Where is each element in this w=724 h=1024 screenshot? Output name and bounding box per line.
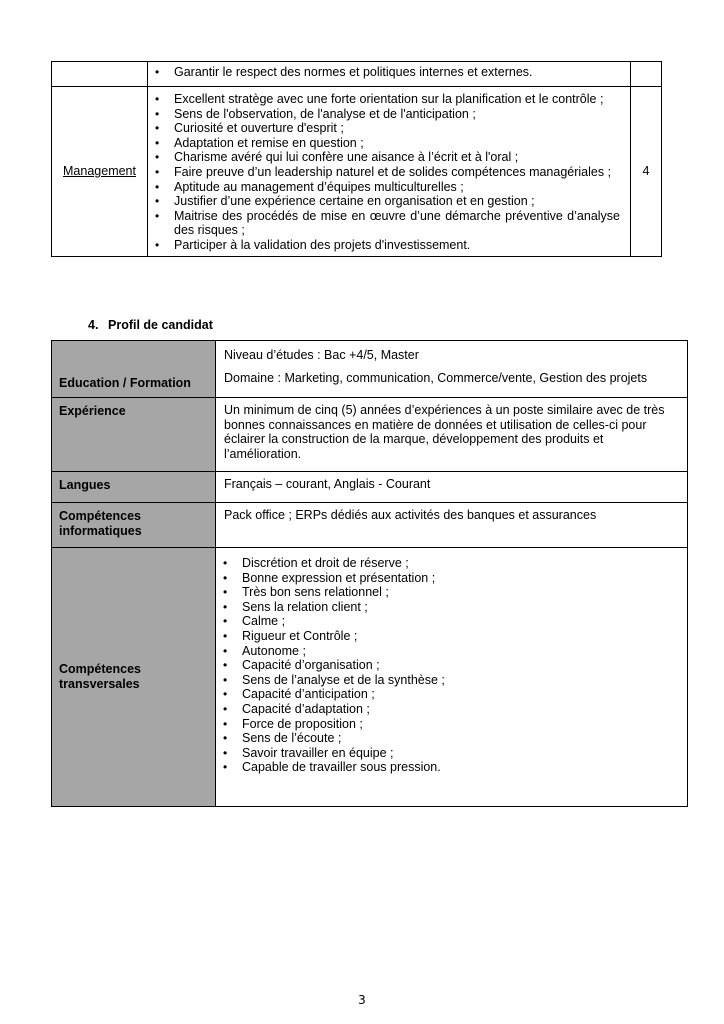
experience-value: Un minimum de cinq (5) années d’expériences à un poste similaire avec de très bonnes connaissances en matière de données et utilisation de celles-ci pour éclairer la construction de la marque, développement des produits et l’amélioration. <box>216 398 688 472</box>
education-level: Niveau d’études : Bac +4/5, Master <box>224 348 419 362</box>
list-item: • Capable de travailler sous pression. <box>216 760 679 775</box>
table-row <box>52 341 688 398</box>
list-item: • Maitrise des procédés de mise en œuvre d’une démarche préventive d’analyse des risques ; <box>148 209 630 238</box>
list-item: • Sens de l’écoute ; <box>216 731 679 746</box>
list-item: • Aptitude au management d’équipes multiculturelles ; <box>148 180 630 195</box>
soft-skills-list <box>216 556 679 775</box>
bullet-cell <box>148 62 631 87</box>
list-item: • Excellent stratège avec une forte orientation sur la planification et le contrôle ; <box>148 92 630 107</box>
list-item: • Sens de l’analyse et de la synthèse ; <box>216 673 679 688</box>
list-item: • Bonne expression et présentation ; <box>216 571 679 586</box>
experience-label: Expérience <box>52 398 216 472</box>
list-item: • Calme ; <box>216 614 679 629</box>
page-number: 3 <box>358 993 366 1007</box>
it-skills-label: Compétences informatiques <box>52 503 216 548</box>
education-value <box>216 341 688 398</box>
list-item: • Charisme avéré qui lui confère une aisance à l’écrit et à l'oral ; <box>148 150 630 165</box>
management-score: 4 <box>631 87 662 257</box>
responsibilities-table <box>51 61 662 257</box>
empty-score-cell <box>631 62 662 87</box>
table-row <box>52 398 688 472</box>
table-row <box>52 503 688 548</box>
list-item: • Capacité d’anticipation ; <box>216 687 679 702</box>
empty-label-cell <box>52 62 148 87</box>
table-row <box>52 87 662 257</box>
list-item: • Sens de l'observation, de l'analyse et de l'anticipation ; <box>148 107 630 122</box>
list-item: • Participer à la validation des projets d'investissement. <box>148 238 630 253</box>
table-row <box>52 62 662 87</box>
list-item: • Capacité d’adaptation ; <box>216 702 679 717</box>
list-item: • Capacité d’organisation ; <box>216 658 679 673</box>
management-bullet-list <box>148 87 630 256</box>
list-item: • Très bon sens relationnel ; <box>216 585 679 600</box>
list-item: • Discrétion et droit de réserve ; <box>216 556 679 571</box>
section-title: Profil de candidat <box>108 318 213 332</box>
list-item: • Garantir le respect des normes et politiques internes et externes. <box>148 65 630 80</box>
education-domain: Domaine : Marketing, communication, Commerce/vente, Gestion des projets <box>224 370 648 385</box>
soft-skills-label: Compétences transversales <box>52 548 216 807</box>
list-item: • Adaptation et remise en question ; <box>148 136 630 151</box>
list-item: • Savoir travailler en équipe ; <box>216 746 679 761</box>
bullet-list <box>148 62 630 80</box>
list-item: • Rigueur et Contrôle ; <box>216 629 679 644</box>
soft-skills-value <box>216 548 688 807</box>
section-heading <box>88 318 213 332</box>
bullet-cell <box>148 87 631 257</box>
it-skills-value: Pack office ; ERPs dédiés aux activités des banques et assurances <box>216 503 688 548</box>
list-item: • Sens la relation client ; <box>216 600 679 615</box>
table-row <box>52 472 688 503</box>
list-item: • Justifier d’une expérience certaine en organisation et en gestion ; <box>148 194 630 209</box>
education-label: Education / Formation <box>52 341 216 398</box>
list-item: • Force de proposition ; <box>216 717 679 732</box>
list-item: • Curiosité et ouverture d'esprit ; <box>148 121 630 136</box>
languages-value: Français – courant, Anglais - Courant <box>216 472 688 503</box>
section-number: 4. <box>88 318 99 332</box>
list-item: • Autonome ; <box>216 644 679 659</box>
list-item: • Faire preuve d’un leadership naturel et de solides compétences managériales ; <box>148 165 630 180</box>
languages-label: Langues <box>52 472 216 503</box>
candidate-profile-table <box>51 340 688 807</box>
table-row <box>52 548 688 807</box>
management-label: Management <box>52 87 148 257</box>
